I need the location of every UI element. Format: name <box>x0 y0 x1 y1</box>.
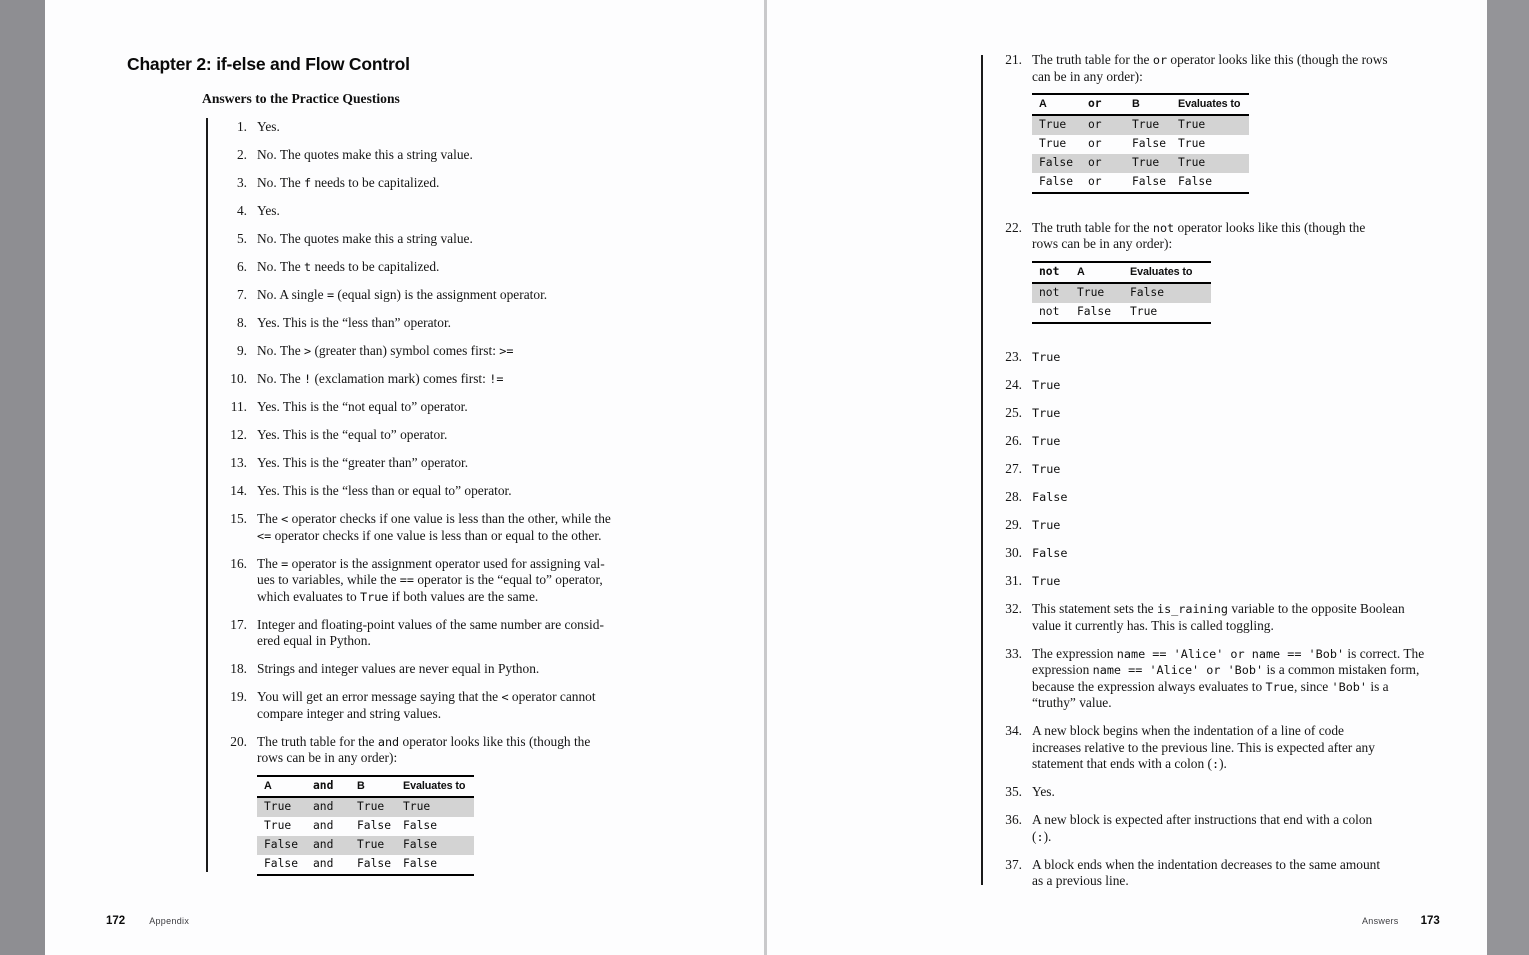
item-text <box>1032 601 1462 634</box>
truth-table-header-row <box>1032 95 1249 116</box>
text-run: is a common mistaken form, <box>1263 662 1420 677</box>
text-run: statement that ends with a colon ( <box>1032 756 1212 771</box>
truth-table-cell: or <box>1088 137 1102 151</box>
truth-table-row <box>1032 173 1249 192</box>
text-run: “truthy” value. <box>1032 695 1112 710</box>
text-run: Yes. This is the “not equal to” operator. <box>257 399 468 414</box>
truth-table-cell: True <box>357 837 385 851</box>
truth-table-or <box>1032 93 1249 194</box>
inline-code: True <box>1032 350 1061 364</box>
text-run: variable to the opposite Boolean <box>1228 601 1405 616</box>
truth-table-row <box>257 798 474 817</box>
truth-table-cell: False <box>264 856 299 870</box>
truth-table-cell: False <box>357 818 392 832</box>
answer-item-19 <box>207 689 707 722</box>
truth-table-header-cell: or <box>1088 97 1102 111</box>
text-run: No. A single <box>257 287 327 302</box>
item-number: 27. <box>1005 461 1022 476</box>
truth-table-cell: True <box>1132 118 1160 132</box>
text-run: No. The <box>257 259 304 274</box>
inline-code: True <box>1032 574 1061 588</box>
inline-code: or <box>1152 53 1168 67</box>
footer-label-right: Answers <box>1362 916 1399 926</box>
item-text <box>257 483 687 500</box>
answer-item-1 <box>207 119 707 136</box>
item-number: 19. <box>230 689 247 704</box>
truth-table-row <box>1032 303 1211 322</box>
text-run: because the expression always evaluates to <box>1032 678 1266 694</box>
truth-table-row <box>257 855 474 874</box>
inline-code: <= <box>257 528 272 543</box>
item-number: 15. <box>230 511 247 526</box>
item-text <box>1032 517 1462 534</box>
item-number: 21. <box>1005 52 1022 67</box>
book-edge-left <box>0 0 45 955</box>
text-run: needs to be capitalized. <box>311 259 440 274</box>
answer-item-18 <box>207 661 707 678</box>
page-number-left: 172 <box>106 915 126 927</box>
text-run: needs to be capitalized. <box>311 175 440 190</box>
item-text <box>257 259 687 276</box>
item-text <box>1032 573 1462 590</box>
answer-item-13 <box>207 455 707 472</box>
item-number: 23. <box>1005 349 1022 364</box>
item-number: 28. <box>1005 489 1022 504</box>
item-number: 13. <box>230 455 247 470</box>
item-number: 14. <box>230 483 247 498</box>
answer-item-3 <box>207 175 707 192</box>
item-text <box>257 511 687 544</box>
item-text <box>257 231 687 248</box>
item-text <box>257 556 687 606</box>
item-number: 22. <box>1005 219 1022 235</box>
item-number: 11. <box>230 399 247 414</box>
truth-table-cell: False <box>403 856 438 870</box>
text-run: if both values are the same. <box>388 588 539 604</box>
item-number: 6. <box>236 259 247 274</box>
text-run: operator is the assignment operator used for assigning val- <box>288 555 605 571</box>
answer-item-28 <box>982 489 1482 506</box>
text-run: value it currently has. This is called toggling. <box>1032 617 1274 633</box>
answer-item-32 <box>982 601 1482 634</box>
item-text <box>257 371 687 388</box>
truth-table-header-cell: Evaluates to <box>1130 265 1193 278</box>
item-number: 34. <box>1005 723 1022 738</box>
answer-item-7 <box>207 287 707 304</box>
item-text <box>1032 220 1462 338</box>
item-number: 37. <box>1005 856 1022 872</box>
text-run: increases relative to the previous line. This is expected after any <box>1032 739 1375 755</box>
text-run: This statement sets the <box>1032 601 1157 616</box>
truth-table-cell: False <box>403 837 438 851</box>
item-number: 29. <box>1005 517 1022 532</box>
text-run: Yes. <box>1032 784 1055 799</box>
item-text <box>257 399 687 416</box>
truth-table-header-cell: Evaluates to <box>1178 98 1241 111</box>
answer-item-17 <box>207 617 707 650</box>
item-number: 1. <box>236 119 247 134</box>
text-run: operator cannot <box>508 689 596 704</box>
inline-code: : <box>1036 829 1044 844</box>
text-run: Yes. This is the “equal to” operator. <box>257 427 448 442</box>
truth-table-cell: True <box>1132 156 1160 170</box>
inline-code: 'Bob' <box>1331 679 1368 694</box>
item-text <box>257 661 687 678</box>
inline-code: ! <box>304 372 312 386</box>
inline-code: True <box>1032 462 1061 476</box>
truth-table-cell: or <box>1088 156 1102 170</box>
item-text <box>257 119 687 136</box>
answer-item-12 <box>207 427 707 444</box>
text-run: compare integer and string values. <box>257 705 442 721</box>
text-run: The expression <box>1032 645 1117 661</box>
inline-code: name == 'Alice' or 'Bob' <box>1092 663 1264 677</box>
section-title: Answers to the Practice Questions <box>202 91 400 106</box>
item-text <box>1032 461 1462 478</box>
truth-table-row <box>1032 154 1249 173</box>
item-number: 32. <box>1005 601 1022 616</box>
truth-table-cell: True <box>264 799 292 813</box>
answer-item-14 <box>207 483 707 500</box>
item-text <box>257 427 687 444</box>
text-run: operator looks like this (though the rows <box>1167 52 1388 67</box>
item-text <box>1032 405 1462 422</box>
text-run: ( <box>1032 828 1037 844</box>
inline-code: True <box>1032 518 1061 532</box>
item-number: 18. <box>230 661 247 676</box>
truth-table-header-cell: not <box>1039 264 1060 278</box>
inline-code: < <box>501 690 509 704</box>
truth-table-cell: True <box>1178 118 1206 132</box>
item-text <box>1032 377 1462 394</box>
truth-table-header-row <box>1032 263 1211 284</box>
item-number: 4. <box>236 203 247 218</box>
text-run: Strings and integer values are never equal in Python. <box>257 661 540 676</box>
text-run: No. The <box>257 175 304 190</box>
inline-code: True <box>1265 679 1294 694</box>
item-number: 26. <box>1005 433 1022 448</box>
text-run: ered equal in Python. <box>257 633 371 648</box>
answer-item-31 <box>982 573 1482 590</box>
text-run: No. The <box>257 371 304 386</box>
answer-item-10 <box>207 371 707 388</box>
inline-code: name == 'Alice' or name == 'Bob' <box>1116 646 1345 661</box>
item-number: 9. <box>236 343 247 358</box>
answers-list-right <box>982 52 1482 901</box>
inline-code: : <box>1211 757 1220 771</box>
answer-item-29 <box>982 517 1482 534</box>
answer-item-35 <box>982 784 1482 801</box>
text-run: The truth table for the <box>257 733 378 749</box>
answer-item-33 <box>982 646 1482 712</box>
text-run: which evaluates to <box>257 588 360 604</box>
truth-table-cell: False <box>357 856 392 870</box>
item-text <box>257 617 687 650</box>
truth-table-header-cell: A <box>1039 98 1047 111</box>
truth-table-cell: True <box>1178 156 1206 170</box>
inline-code: f <box>304 176 312 190</box>
text-run: Yes. <box>257 119 280 134</box>
truth-table-cell: and <box>313 799 334 813</box>
truth-table-cell: False <box>1132 175 1167 189</box>
text-run: The <box>257 511 282 526</box>
item-text <box>257 203 687 220</box>
answer-item-8 <box>207 315 707 332</box>
answer-item-24 <box>982 377 1482 394</box>
truth-table-cell: or <box>1088 118 1102 132</box>
truth-table-cell: not <box>1039 285 1060 299</box>
text-run: expression <box>1032 662 1093 677</box>
truth-table-header-cell: Evaluates to <box>403 779 466 792</box>
truth-table-header-cell: and <box>313 778 334 792</box>
footer-label-left: Appendix <box>149 916 190 926</box>
book-edge-right <box>1487 0 1529 955</box>
answer-item-21 <box>982 52 1482 208</box>
item-text <box>1032 646 1462 712</box>
truth-table-cell: False <box>1130 285 1165 299</box>
text-run: The truth table for the <box>1032 52 1153 67</box>
text-run: operator looks like this (though the <box>1174 219 1366 235</box>
truth-table-cell: False <box>1039 175 1074 189</box>
truth-table-cell: False <box>1077 304 1112 318</box>
answer-item-16 <box>207 556 707 606</box>
inline-code: == <box>399 573 415 587</box>
truth-table-cell: True <box>1178 137 1206 151</box>
answer-item-6 <box>207 259 707 276</box>
inline-code: False <box>1032 546 1068 560</box>
item-text <box>257 343 687 360</box>
text-run: (greater than) symbol comes first: <box>311 343 500 358</box>
truth-table-cell: True <box>1039 118 1067 132</box>
item-number: 35. <box>1005 784 1022 799</box>
text-run: (exclamation mark) comes first: <box>311 371 490 386</box>
truth-table-row <box>257 836 474 855</box>
text-run: The <box>257 555 282 571</box>
answer-item-2 <box>207 147 707 164</box>
text-run: operator checks if one value is less than or equal to the other. <box>271 527 602 543</box>
truth-table-row <box>1032 116 1249 135</box>
text-run: (equal sign) is the assignment operator. <box>334 287 548 302</box>
truth-table-cell: and <box>313 818 334 832</box>
item-text <box>257 175 687 192</box>
inline-code: < <box>281 512 289 526</box>
answer-item-26 <box>982 433 1482 450</box>
item-number: 16. <box>230 555 247 571</box>
item-number: 10. <box>230 371 247 386</box>
answers-list-left <box>207 119 707 901</box>
inline-code: True <box>360 589 389 604</box>
item-number: 31. <box>1005 573 1022 588</box>
inline-code: >= <box>499 344 514 358</box>
text-run: Yes. <box>257 203 280 218</box>
answer-item-4 <box>207 203 707 220</box>
text-run: No. The quotes make this a string value. <box>257 147 473 162</box>
answer-item-20 <box>207 734 707 890</box>
truth-table-cell: True <box>1077 285 1105 299</box>
item-number: 8. <box>236 315 247 330</box>
truth-table-cell: True <box>264 818 292 832</box>
answer-item-11 <box>207 399 707 416</box>
answer-item-22 <box>982 220 1482 338</box>
item-text <box>257 455 687 472</box>
answer-item-36 <box>982 812 1482 845</box>
page-gutter <box>764 0 767 955</box>
inline-code: True <box>1032 406 1061 420</box>
text-run: Yes. This is the “less than” operator. <box>257 315 452 330</box>
item-text <box>1032 857 1462 890</box>
truth-table-cell: False <box>403 818 438 832</box>
answer-item-23 <box>982 349 1482 366</box>
inline-code: False <box>1032 490 1068 504</box>
item-text <box>1032 545 1462 562</box>
footer-right <box>1362 915 1440 927</box>
inline-code: not <box>1152 220 1175 235</box>
truth-table-cell: True <box>1039 137 1067 151</box>
text-run: No. The <box>257 343 304 358</box>
text-run: operator looks like this (though the <box>399 733 591 749</box>
text-run: rows can be in any order): <box>257 750 398 765</box>
item-text <box>257 147 687 164</box>
text-run: rows can be in any order): <box>1032 236 1173 251</box>
truth-table-header-cell: B <box>357 779 365 792</box>
page-number-right: 173 <box>1420 915 1440 927</box>
text-run: can be in any order): <box>1032 68 1143 84</box>
truth-table-header-cell: B <box>1132 98 1140 111</box>
text-run: A block ends when the indentation decreases to the same amount <box>1032 856 1381 872</box>
text-run: is correct. The <box>1344 645 1425 661</box>
truth-table-cell: not <box>1039 304 1060 318</box>
truth-table-cell: False <box>1039 156 1074 170</box>
text-run: ues to variables, while the <box>257 572 400 587</box>
item-text <box>257 287 687 304</box>
text-run: You will get an error message saying that the <box>257 689 502 704</box>
answer-item-5 <box>207 231 707 248</box>
footer-left <box>106 915 189 927</box>
text-run: operator is the “equal to” operator, <box>414 572 603 587</box>
inline-code: t <box>304 260 312 274</box>
truth-table-header-cell: A <box>264 779 272 792</box>
text-run: is a <box>1367 678 1389 694</box>
item-text <box>257 315 687 332</box>
item-text <box>257 734 687 890</box>
text-run: operator checks if one value is less than the other, while the <box>288 511 611 526</box>
item-text <box>1032 784 1462 801</box>
truth-table-row <box>1032 135 1249 154</box>
text-run: A new block begins when the indentation of a line of code <box>1032 723 1344 738</box>
inline-code: = <box>281 556 289 571</box>
item-number: 30. <box>1005 545 1022 560</box>
item-text <box>1032 812 1462 845</box>
inline-code: = <box>326 288 335 302</box>
answer-item-25 <box>982 405 1482 422</box>
truth-table-cell: True <box>357 799 385 813</box>
inline-code: True <box>1032 434 1061 448</box>
truth-table-header-row <box>257 777 474 798</box>
inline-code: True <box>1032 378 1061 392</box>
truth-table-cell: and <box>313 856 334 870</box>
text-run: ). <box>1043 828 1052 844</box>
truth-table-header-cell: A <box>1077 265 1085 278</box>
item-number: 17. <box>230 616 247 632</box>
truth-table-and <box>257 775 474 876</box>
text-run: A new block is expected after instructions that end with a colon <box>1032 812 1373 827</box>
truth-table-cell: False <box>1178 175 1213 189</box>
item-number: 33. <box>1005 645 1022 661</box>
item-number: 7. <box>236 287 247 302</box>
item-number: 24. <box>1005 377 1022 392</box>
item-text <box>257 689 687 722</box>
inline-code: > <box>304 344 312 358</box>
text-run: The truth table for the <box>1032 219 1153 235</box>
item-text <box>1032 433 1462 450</box>
item-text <box>1032 489 1462 506</box>
item-number: 12. <box>230 427 247 442</box>
text-run: , since <box>1293 678 1332 694</box>
item-number: 2. <box>236 147 247 162</box>
answer-item-37 <box>982 857 1482 890</box>
text-run: Integer and floating-point values of the same number are consid- <box>257 616 604 632</box>
item-number: 3. <box>236 175 247 190</box>
text-run: Yes. This is the “greater than” operator. <box>257 455 469 470</box>
truth-table-row <box>1032 284 1211 303</box>
inline-code: is_raining <box>1156 602 1228 616</box>
text-run: Yes. This is the “less than or equal to” operator. <box>257 483 512 498</box>
item-text <box>1032 723 1462 773</box>
chapter-title: Chapter 2: if-else and Flow Control <box>127 54 410 74</box>
truth-table-row <box>257 817 474 836</box>
truth-table-cell: False <box>1132 137 1167 151</box>
answer-item-9 <box>207 343 707 360</box>
truth-table-not <box>1032 261 1211 324</box>
truth-table-cell: True <box>1130 304 1158 318</box>
truth-table-cell: and <box>313 837 334 851</box>
item-text <box>1032 349 1462 366</box>
answer-item-15 <box>207 511 707 544</box>
text-run: as a previous line. <box>1032 873 1129 888</box>
truth-table-cell: False <box>264 837 299 851</box>
answer-item-30 <box>982 545 1482 562</box>
answer-item-34 <box>982 723 1482 773</box>
item-number: 20. <box>230 733 247 749</box>
text-run: ). <box>1219 756 1227 771</box>
truth-table-cell: or <box>1088 175 1102 189</box>
item-number: 5. <box>236 231 247 246</box>
item-number: 25. <box>1005 405 1022 420</box>
inline-code: != <box>489 372 504 386</box>
inline-code: and <box>377 734 400 749</box>
item-number: 36. <box>1005 812 1022 827</box>
item-text <box>1032 52 1462 208</box>
answer-item-27 <box>982 461 1482 478</box>
text-run: No. The quotes make this a string value. <box>257 231 473 246</box>
truth-table-cell: True <box>403 799 431 813</box>
